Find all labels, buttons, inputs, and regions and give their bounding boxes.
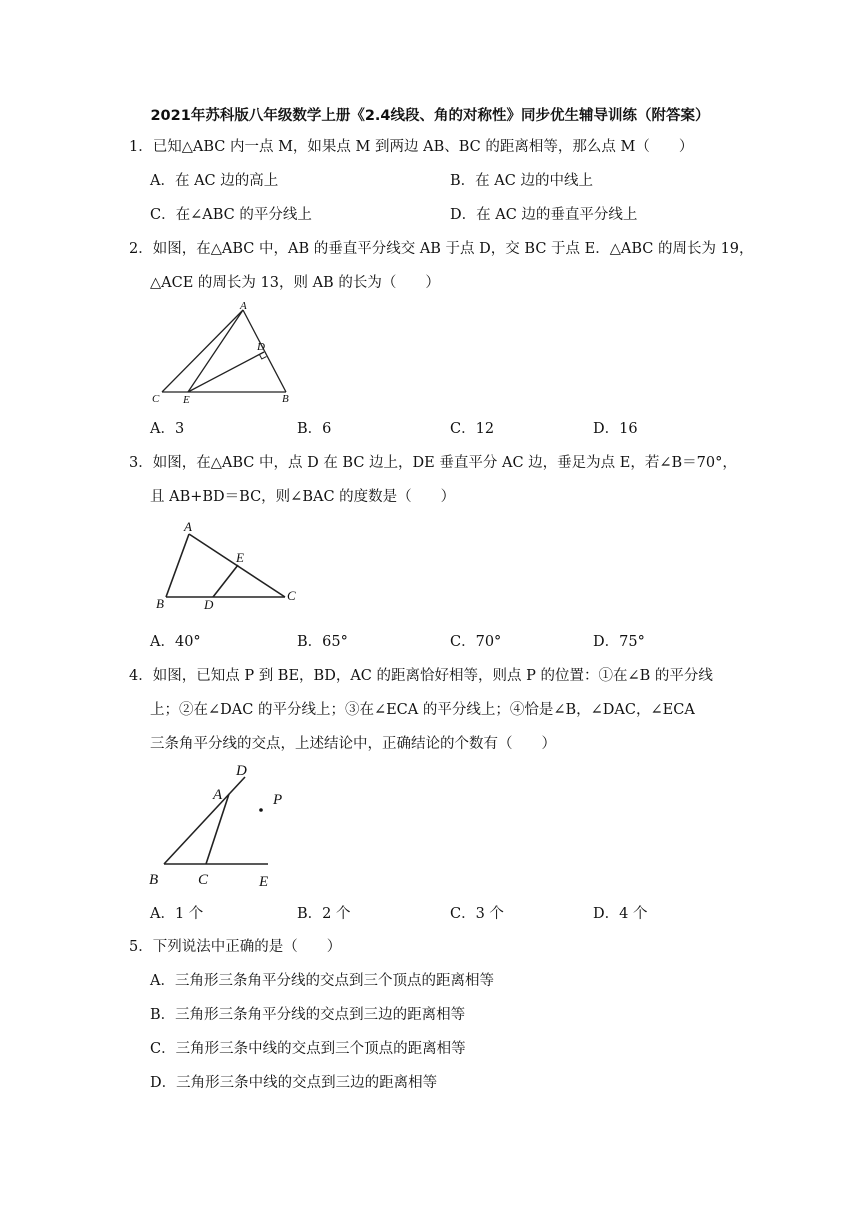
q4-stem-line-2: 上；②在∠DAC 的平分线上；③在∠ECA 的平分线上；④恰是∠B，∠DAC，∠ECA xyxy=(150,702,695,718)
document-title: 2021年苏科版八年级数学上册《2.4线段、角的对称性》同步优生辅导训练（附答案） xyxy=(150,108,710,124)
q3-option-d: D．75° xyxy=(593,634,645,650)
q1-option-a: A．在 AC 边的高上 xyxy=(150,173,279,189)
q1-option-d: D．在 AC 边的垂直平分线上 xyxy=(450,207,638,223)
q2-option-b: B．6 xyxy=(297,421,332,437)
q2-label-b: B xyxy=(282,393,289,405)
q4-option-a: A．1 个 xyxy=(150,906,204,922)
q3-option-c: C．70° xyxy=(450,634,502,650)
q3-option-b: B．65° xyxy=(297,634,348,650)
q4-stem-line-1: 4．如图，已知点 P 到 BE，BD，AC 的距离恰好相等，则点 P 的位置：①在∠B 的平分线 xyxy=(129,668,713,684)
q5-option-a: A．三角形三条角平分线的交点到三个顶点的距离相等 xyxy=(150,973,494,989)
q3-label-e: E xyxy=(236,550,244,565)
q3-triangle-figure xyxy=(150,515,310,615)
q5-option-d: D．三角形三条中线的交点到三边的距离相等 xyxy=(150,1075,438,1091)
q3-label-b: B xyxy=(156,596,164,611)
q4-stem-line-3: 三条角平分线的交点，上述结论中，正确结论的个数有（ ） xyxy=(150,736,556,752)
q5-option-c: C．三角形三条中线的交点到三个顶点的距离相等 xyxy=(150,1041,466,1057)
q4-option-c: C．3 个 xyxy=(450,906,504,922)
q3-stem-line-1: 3．如图，在△ABC 中，点 D 在 BC 边上，DE 垂直平分 AC 边，垂足为点 E，若∠B＝70°， xyxy=(129,455,737,471)
q1-stem: 1．已知△ABC 内一点 M，如果点 M 到两边 AB、BC 的距离相等，那么点 M（ ） xyxy=(129,139,694,155)
q1-option-c: C．在∠ABC 的平分线上 xyxy=(150,207,312,223)
q2-stem-line-1: 2．如图，在△ABC 中，AB 的垂直平分线交 AB 于点 D，交 BC 于点 E．△ABC 的周长为 19， xyxy=(129,241,754,257)
q2-option-c: C．12 xyxy=(450,421,495,437)
q2-option-a: A．3 xyxy=(150,421,185,437)
q2-option-d: D．16 xyxy=(593,421,638,437)
q4-angle-figure xyxy=(145,760,295,890)
q4-label-b: B xyxy=(149,872,159,888)
q4-option-d: D．4 个 xyxy=(593,906,648,922)
q1-option-b: B．在 AC 边的中线上 xyxy=(450,173,593,189)
q4-label-d: D xyxy=(236,763,247,779)
q4-label-a: A xyxy=(213,787,223,803)
q4-label-p: P xyxy=(273,792,283,808)
q2-label-d: D xyxy=(257,341,265,353)
q3-option-a: A．40° xyxy=(150,634,201,650)
q5-stem: 5．下列说法中正确的是（ ） xyxy=(129,939,342,955)
q3-label-a: A xyxy=(184,519,192,534)
q2-label-c: C xyxy=(152,393,160,405)
q3-label-c: C xyxy=(287,588,296,603)
q3-stem-line-2: 且 AB+BD＝BC，则∠BAC 的度数是（ ） xyxy=(150,489,456,505)
q2-triangle-figure xyxy=(145,300,305,410)
q4-label-e: E xyxy=(259,874,269,890)
q4-option-b: B．2 个 xyxy=(297,906,351,922)
q2-stem-line-2: △ACE 的周长为 13，则 AB 的长为（ ） xyxy=(150,275,440,291)
q2-label-a: A xyxy=(240,300,247,312)
q3-label-d: D xyxy=(204,597,214,612)
q2-label-e: E xyxy=(183,394,190,406)
q5-option-b: B．三角形三条角平分线的交点到三边的距离相等 xyxy=(150,1007,466,1023)
q4-label-c: C xyxy=(198,872,209,888)
